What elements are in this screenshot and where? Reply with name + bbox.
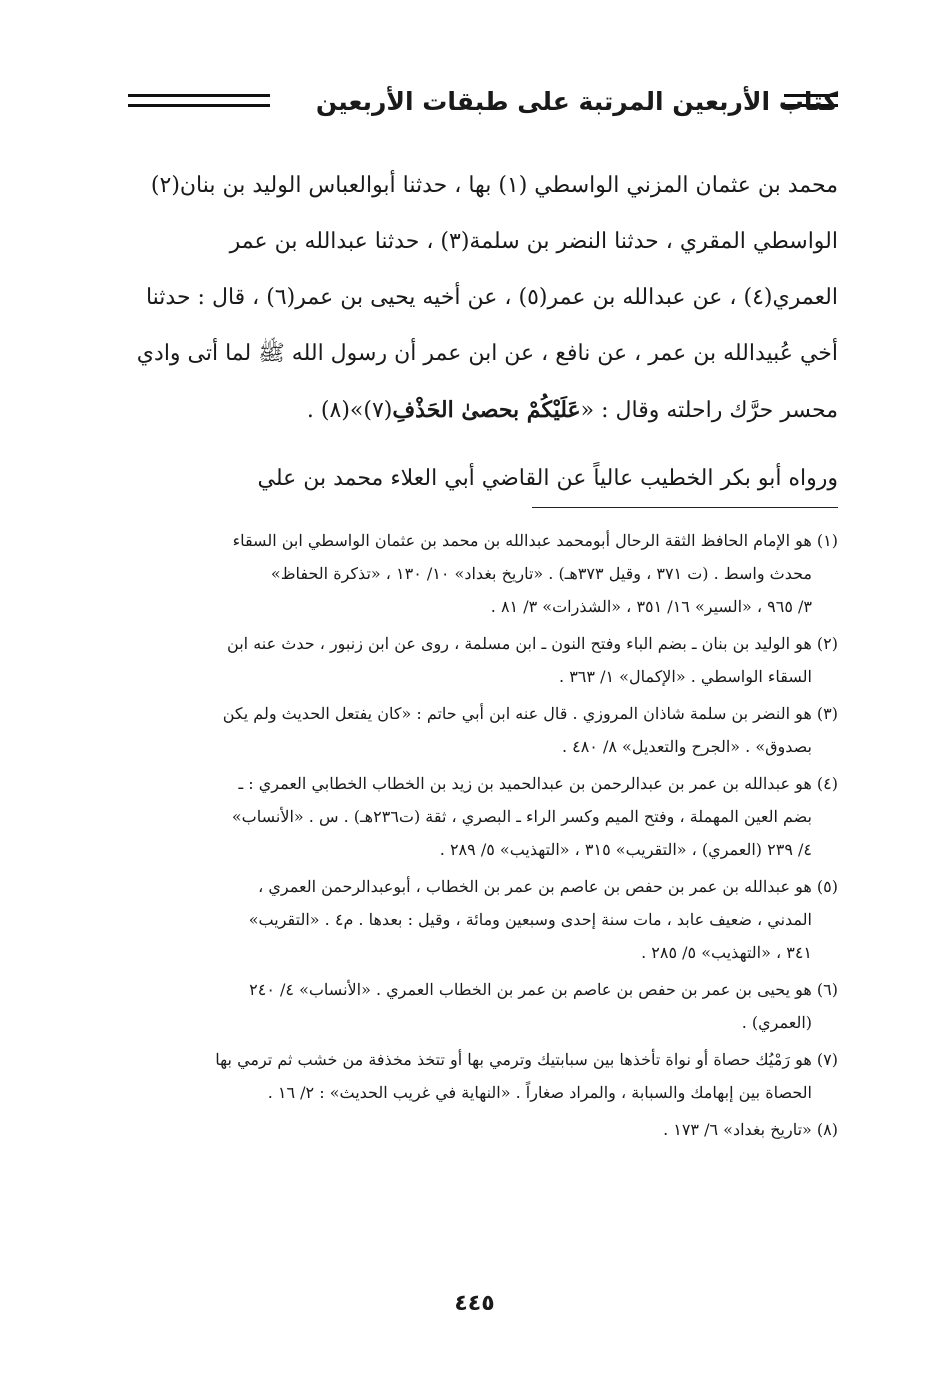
footnote-line: (العمري) . [741, 1013, 812, 1032]
text-line: العمري(٤) ، عن عبدالله بن عمر(٥) ، عن أخيه يحيى بن عمر(٦) ، قال : حدثنا [145, 285, 838, 310]
footnote-separator [532, 507, 838, 508]
footnote-line: المدني ، ضعيف عابد ، مات سنة إحدى وسبعين ومائة ، وقيل : بعدها . م٤ . «التقريب» [248, 910, 812, 929]
paragraph-isnad [128, 158, 838, 439]
footnote-line: ٣/ ٩٦٥ ، «السير» ١٦/ ٣٥١ ، «الشذرات» ٣/ ٨١ . [490, 597, 812, 616]
footnote-line: ٣٤١ ، «التهذيب» ٥/ ٢٨٥ . [641, 943, 812, 962]
footnote-line: (٣) هو النضر بن سلمة شاذان المروزي . قال عنه ابن أبي حاتم : «كان يفتعل الحديث ولم يكن [222, 704, 838, 723]
footnote-7 [128, 1043, 838, 1109]
book-title: كتاب الأربعين المرتبة على طبقات الأربعين [315, 86, 838, 116]
footnote-3 [128, 697, 838, 763]
footnote-line: السقاء الواسطي . «الإكمال» ١/ ٣٦٣ . [559, 667, 812, 686]
text-line: الواسطي المقري ، حدثنا النضر بن سلمة(٣) ، حدثنا عبدالله بن عمر [229, 229, 838, 254]
hadith-text: عَلَيْكُمْ بحصىٰ الحَذْفِ [392, 397, 581, 423]
footnote-line: (١) هو الإمام الحافظ الثقة الرحال أبومحمد عبدالله بن محمد بن عثمان الواسطي ابن السقاء [232, 531, 838, 550]
footnote-line: (٦) هو يحيى بن عمر بن حفص بن عاصم بن عمر بن الخطاب العمري . «الأنساب» ٤/ ٢٤٠ [249, 980, 838, 999]
footnote-line: (٧) هو رَمْيُك حصاة أو نواة تأخذها بين سبابتيك وترمي بها أو تتخذ مخذفة من خشب ثم ترمي بها [215, 1050, 838, 1069]
footnote-line: (٤) هو عبدالله بن عمر بن عبدالرحمن بن عبدالحميد بن زيد بن الخطاب الخطابي العمري : ـ [238, 774, 838, 793]
footnote-line: بصدوق» . «الجرح والتعديل» ٨/ ٤٨٠ . [561, 737, 812, 756]
text-line-last [128, 382, 838, 439]
footnote-4 [128, 767, 838, 866]
footnote-8 [128, 1113, 838, 1146]
footnote-line: الحصاة بين إبهامك والسبابة ، والمراد صغاراً . «النهاية في غريب الحديث» : ٢/ ١٦ . [267, 1083, 812, 1102]
running-header [128, 76, 838, 126]
text-prefix: محسر حرَّك راحلته وقال : « [580, 398, 838, 423]
footnote-line: بضم العين المهملة ، وفتح الميم وكسر الراء ـ البصري ، ثقة (ت٢٣٦هـ) . س . «الأنساب» [231, 807, 812, 826]
text-line: ورواه أبو بكر الخطيب عالياً عن القاضي أبي العلاء محمد بن علي [257, 466, 838, 491]
paragraph-riwaya [128, 451, 838, 507]
footnote-line: ٤/ ٢٣٩ (العمري) ، «التقريب» ٣١٥ ، «التهذيب» ٥/ ٢٨٩ . [439, 840, 812, 859]
footnote-line: (٢) هو الوليد بن بنان ـ بضم الباء وفتح النون ـ ابن مسلمة ، روى عن ابن زنبور ، حدث عنه ابن [227, 634, 838, 653]
text-line: أخي عُبيدالله بن عمر ، عن نافع ، عن ابن عمر أن رسول الله ﷺ لما أتى وادي [136, 341, 838, 366]
footnote-6 [128, 973, 838, 1039]
page-number: ٤٤٥ [454, 1291, 495, 1316]
footnote-5 [128, 870, 838, 969]
footnote-line: (٨) «تاريخ بغداد» ٦/ ١٧٣ . [663, 1120, 838, 1139]
footnote-line: محدث واسط . (ت ٣٧١ ، وقيل ٣٧٣هـ) . «تاريخ بغداد» ١٠/ ١٣٠ ، «تذكرة الحفاظ» [270, 564, 812, 583]
text-line: محمد بن عثمان المزني الواسطي (١) بها ، حدثنا أبوالعباس الوليد بن بنان(٢) [150, 173, 838, 198]
footnote-1 [128, 524, 838, 623]
text-suffix: (٧)»(٨) . [306, 398, 393, 423]
footnote-line: (٥) هو عبدالله بن عمر بن حفص بن عاصم بن عمر بن الخطاب ، أبوعبدالرحمن العمري ، [258, 877, 838, 896]
footnote-2 [128, 627, 838, 693]
footnotes [128, 524, 838, 1150]
main-text [128, 158, 838, 507]
